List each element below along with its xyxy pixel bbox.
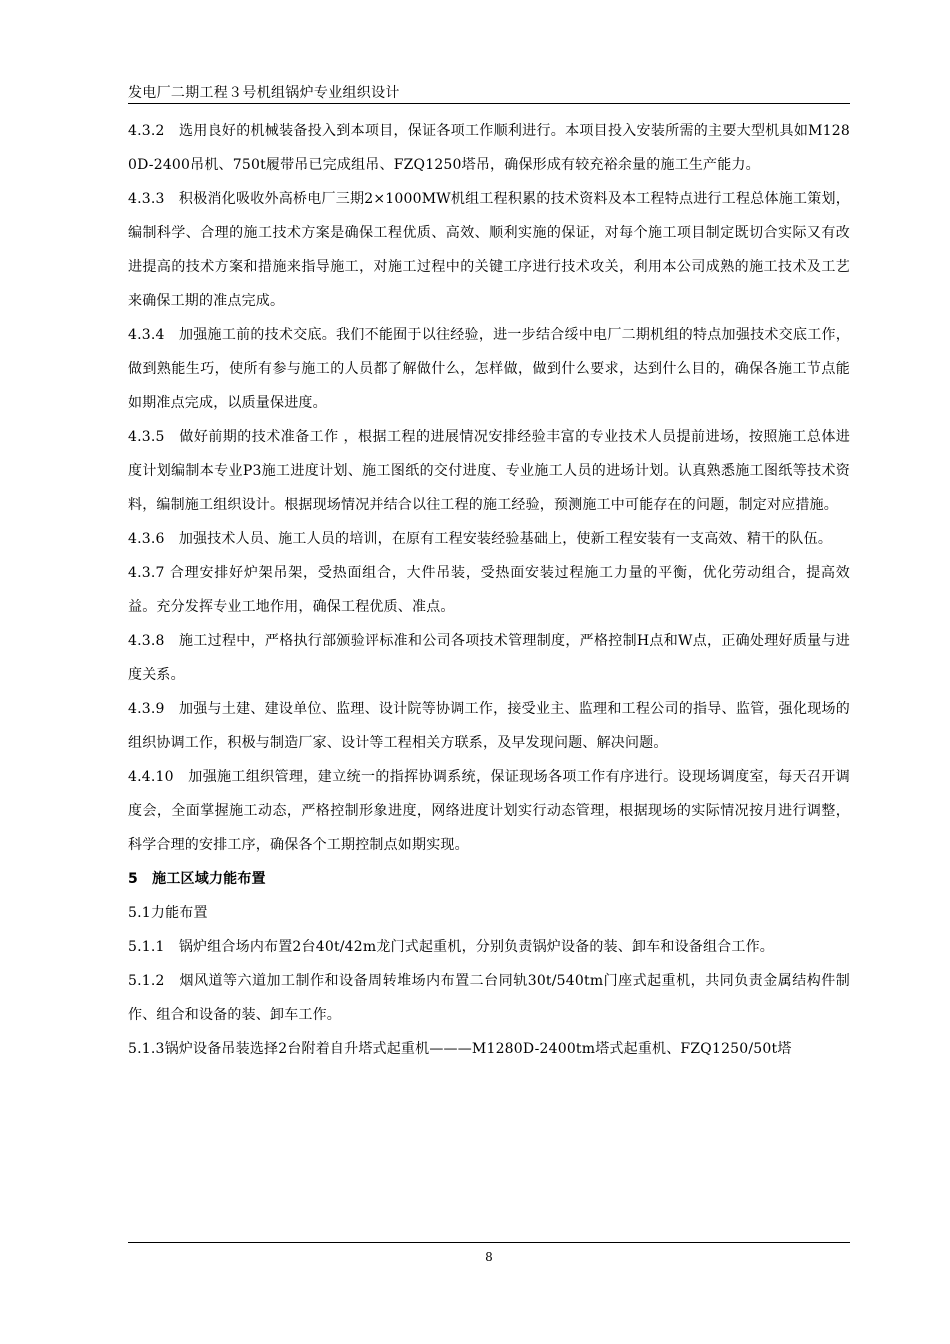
item-5-1-1: 5.1.1 锅炉组合场内布置2台40t/42m龙门式起重机，分别负责锅炉设备的装、卸车和设备组合工作。 xyxy=(128,939,774,955)
paragraph-4-3-3: 4.3.3 积极消化吸收外高桥电厂三期2×1000MW机组工程积累的技术资料及本工程特点进行工程总体施工策划，编制科学、合理的施工技术方案是确保工程优质、高效、顺利实施的保证，对每个施工项目制定既切合实际又有改进提高的技术方案和措施来指导施工，对施工过程中的关键工序进行技术攻关，利用本公司成熟的施工技术及工艺来确保工期的准点完成。 xyxy=(128,191,850,309)
paragraph-4-3-6: 4.3.6 加强技术人员、施工人员的培训，在原有工程安装经验基础上，使新工程安装有一支高效、精干的队伍。 xyxy=(128,531,833,547)
section-heading: 5 施工区域力能布置 xyxy=(128,871,266,887)
header-divider xyxy=(128,103,850,104)
paragraph-4-4-10: 4.4.10 加强施工组织管理，建立统一的指挥协调系统，保证现场各项工作有序进行。设现场调度室，每天召开调度会，全面掌握施工动态，严格控制形象进度，网络进度计划实行动态管理，根据现场的实际情况按月进行调整，科学合理的安排工序，确保各个工期控制点如期实现。 xyxy=(128,769,850,853)
page-header-title: 发电厂二期工程３号机组锅炉专业组织设计 xyxy=(128,85,400,101)
page-body xyxy=(128,114,850,1066)
item-5-1-2: 5.1.2 烟风道等六道加工制作和设备周转堆场内布置二台同轨30t/540tm门座式起重机，共同负责金属结构件制作、组合和设备的装、卸车工作。 xyxy=(128,973,850,1023)
paragraph-4-3-2: 4.3.2 选用良好的机械装备投入到本项目，保证各项工作顺利进行。本项目投入安装所需的主要大型机具如M1280D-2400吊机、750t履带吊已完成组吊、FZQ1250塔吊，确保形成有较充裕余量的施工生产能力。 xyxy=(128,123,850,173)
item-5-1-3: 5.1.3锅炉设备吊装选择2台附着自升塔式起重机———M1280D-2400tm塔式起重机、FZQ1250/50t塔 xyxy=(128,1041,792,1057)
footer-divider xyxy=(128,1242,850,1243)
paragraph-4-3-8: 4.3.8 施工过程中，严格执行部颁验评标准和公司各项技术管理制度，严格控制H点和W点，正确处理好质量与进度关系。 xyxy=(128,633,850,683)
paragraph-4-3-5: 4.3.5 做好前期的技术准备工作 ，根据工程的进展情况安排经验丰富的专业技术人员提前进场，按照施工总体进度计划编制本专业P3施工进度计划、施工图纸的交付进度、专业施工人员的进场计划。认真熟悉施工图纸等技术资料，编制施工组织设计。根据现场情况并结合以往工程的施工经验，预测施工中可能存在的问题，制定对应措施。 xyxy=(128,429,850,513)
paragraph-4-3-4: 4.3.4 加强施工前的技术交底。我们不能囿于以往经验，进一步结合绥中电厂二期机组的特点加强技术交底工作，做到熟能生巧，使所有参与施工的人员都了解做什么，怎样做，做到什么要求，达到什么目的，确保各施工节点能如期准点完成，以质量保进度。 xyxy=(128,327,850,411)
page-number: 8 xyxy=(485,1250,493,1264)
paragraph-4-3-9: 4.3.9 加强与土建、建设单位、监理、设计院等协调工作，接受业主、监理和工程公司的指导、监管，强化现场的组织协调工作，积极与制造厂家、设计等工程相关方联系，及早发现问题、解决问题。 xyxy=(128,701,850,751)
subsection-heading: 5.1力能布置 xyxy=(128,905,208,921)
paragraph-4-3-7: 4.3.7 合理安排好炉架吊架，受热面组合，大件吊装，受热面安装过程施工力量的平衡，优化劳动组合，提高效益。充分发挥专业工地作用，确保工程优质、准点。 xyxy=(128,565,850,615)
